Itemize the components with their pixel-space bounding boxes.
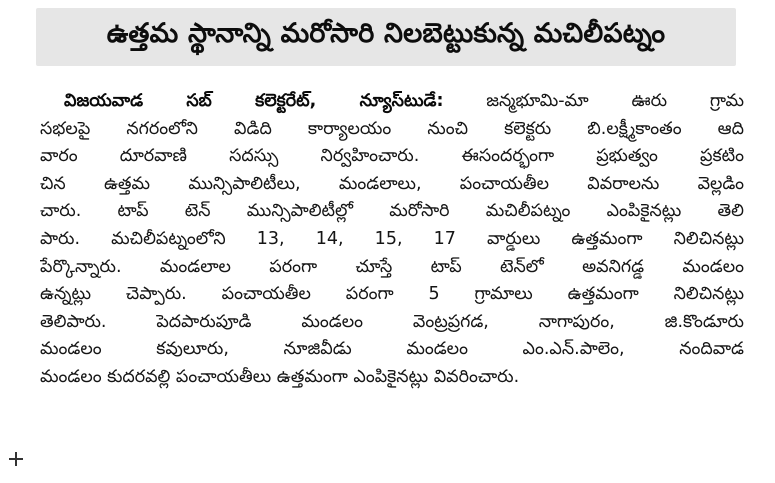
article-line: సభలపై నగరంలోని విడిది కార్యాలయం నుంచి కలెక్టరు బి.లక్ష్మీకాంతం ఆది [40, 118, 744, 139]
article-line: ఉన్నట్లు చెప్పారు. పంచాయతీల పరంగా 5 గ్రామాలు ఉత్తమంగా నిలిచినట్లు [40, 284, 744, 305]
article-line [40, 88, 744, 116]
crosshair-icon [9, 452, 23, 466]
article-line: వారం దూరవాణి సదస్సు నిర్వహించారు. ఈసందర్భంగా ప్రభుత్వం ప్రకటిం [40, 146, 744, 167]
article-line: పారు. మచిలీపట్నంలోని 13, 14, 15, 17 వార్డులు ఉత్తమంగా నిలిచినట్లు [40, 228, 744, 249]
article-line: చారు. టాప్ టెన్ మున్సిపాలిటీల్లో మరోసారి మచిలీపట్నం ఎంపికైనట్లు తెలి [40, 201, 744, 222]
article-line: తెలిపారు. పెదపారుపూడి మండలం వెంట్రప్రగడ, నాగాపురం, జి.కొండూరు [40, 311, 744, 332]
headline-band [36, 8, 736, 66]
article-body [40, 88, 744, 392]
article-line: పేర్కొన్నారు. మండలాల పరంగా చూస్తే టాప్ టెన్‌లో అవనిగడ్డ మండలం [40, 256, 744, 277]
article-line: మండలం కుదరవల్లి పంచాయతీలు ఉత్తమంగా ఎంపికైనట్లు వివరించారు. [40, 366, 520, 387]
dateline: విజయవాడ సబ్ కలెక్టరేట్, న్యూస్‌టుడే: [64, 91, 444, 111]
article-line-text: జన్మభూమి-మా ఊరు గ్రామ [443, 91, 744, 111]
article-line: చిన ఉత్తమ మున్సిపాలిటీలు, మండలాలు, పంచాయతీల వివరాలను వెల్లడిం [40, 173, 744, 194]
article-line: మండలం కవులూరు, నూజివీడు మండలం ఎం.ఎన్.పాలెం, నందివాడ [40, 339, 744, 360]
headline: ఉత్తమ స్థానాన్ని మరోసారి నిలబెట్టుకున్న మచిలీపట్నం [106, 18, 666, 49]
